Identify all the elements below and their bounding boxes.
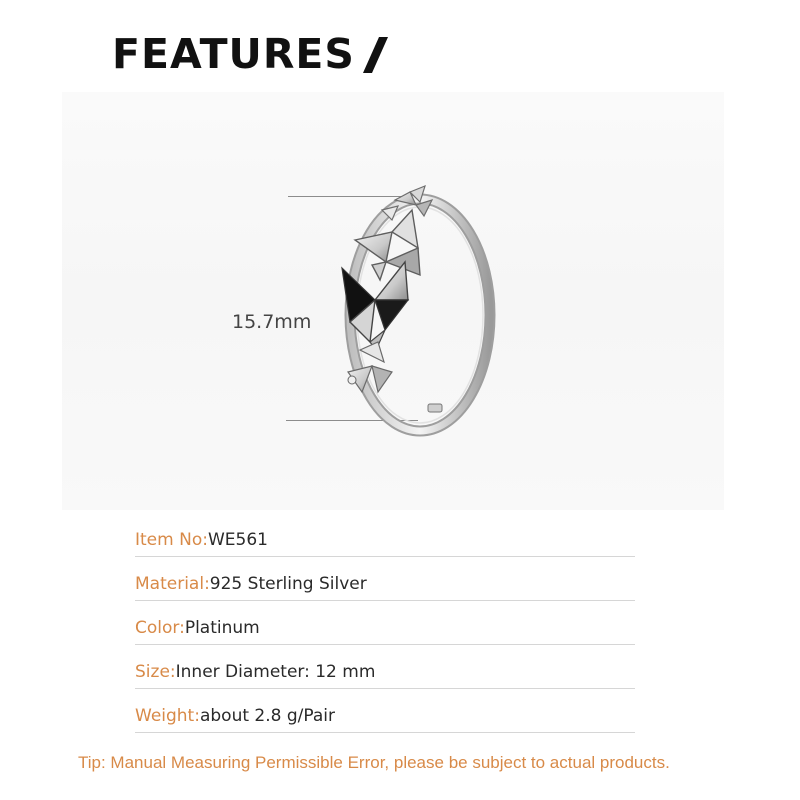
- spec-value: 925 Sterling Silver: [209, 574, 367, 594]
- spec-value: Platinum: [184, 618, 260, 638]
- spec-value: WE561: [207, 530, 268, 550]
- dimension-label: 15.7mm: [232, 311, 312, 333]
- spec-label: Weight:: [135, 706, 200, 726]
- page-title: FEATURES: [112, 30, 355, 78]
- spec-row-size: [135, 645, 635, 689]
- spec-label: Color:: [135, 618, 185, 638]
- spec-row-color: [135, 601, 635, 645]
- spec-value: about 2.8 g/Pair: [199, 706, 335, 726]
- spec-label: Item No:: [135, 530, 208, 550]
- measurement-tip: Tip: Manual Measuring Permissible Error, please be subject to actual products.: [78, 753, 670, 772]
- spec-label: Material:: [135, 574, 210, 594]
- spec-label: Size:: [135, 662, 176, 682]
- butterfly-upper: [355, 210, 420, 280]
- hoop-hinge: [428, 404, 442, 412]
- spec-row-item-no: [135, 513, 635, 557]
- spec-value: Inner Diameter: 12 mm: [175, 662, 376, 682]
- spec-row-weight: [135, 689, 635, 733]
- spec-row-material: [135, 557, 635, 601]
